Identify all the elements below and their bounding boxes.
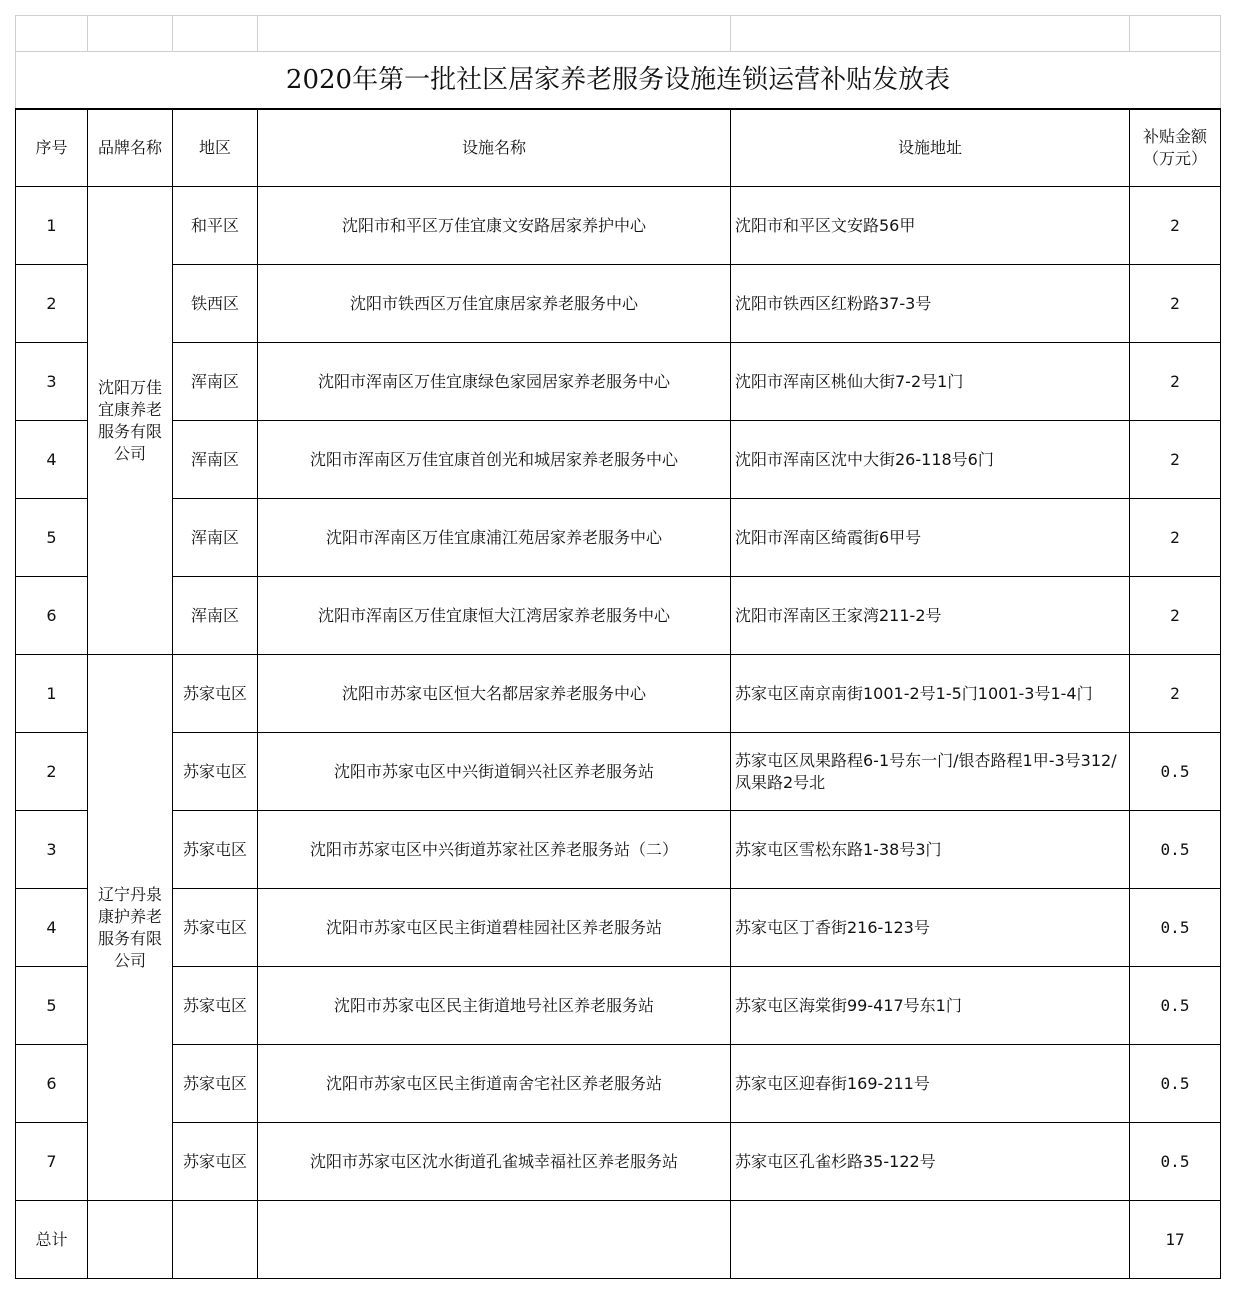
cell-brand: 沈阳万佳宜康养老服务有限公司 [88,187,173,655]
header-no: 序号 [16,109,88,187]
cell-no: 5 [16,967,88,1045]
cell-no: 7 [16,1123,88,1201]
cell-address: 沈阳市浑南区绮霞街6甲号 [731,499,1130,577]
empty-cell [173,16,258,52]
cell-facility: 沈阳市苏家屯区民主街道碧桂园社区养老服务站 [258,889,731,967]
empty-row [16,16,1221,52]
cell-district: 浑南区 [173,343,258,421]
total-amount: 17 [1130,1201,1221,1279]
cell-amount: 2 [1130,577,1221,655]
cell-facility: 沈阳市和平区万佳宜康文安路居家养护中心 [258,187,731,265]
cell-amount: 2 [1130,187,1221,265]
cell-facility: 沈阳市苏家屯区中兴街道铜兴社区养老服务站 [258,733,731,811]
cell-no: 3 [16,343,88,421]
cell-amount: 2 [1130,655,1221,733]
cell-district: 苏家屯区 [173,889,258,967]
cell-address: 苏家屯区迎春街169-211号 [731,1045,1130,1123]
cell-amount: 2 [1130,499,1221,577]
table-row [16,811,1221,889]
cell-facility: 沈阳市浑南区万佳宜康浦江苑居家养老服务中心 [258,499,731,577]
header-address: 设施地址 [731,109,1130,187]
cell-no: 6 [16,577,88,655]
total-row [16,1201,1221,1279]
total-empty-cell [173,1201,258,1279]
total-empty-cell [731,1201,1130,1279]
cell-district: 浑南区 [173,421,258,499]
total-label: 总计 [16,1201,88,1279]
cell-amount: 0.5 [1130,811,1221,889]
cell-address: 沈阳市和平区文安路56甲 [731,187,1130,265]
cell-district: 浑南区 [173,499,258,577]
cell-amount: 0.5 [1130,1123,1221,1201]
cell-amount: 0.5 [1130,889,1221,967]
header-subsidy-line2: （万元） [1142,149,1207,168]
header-brand: 品牌名称 [88,109,173,187]
cell-facility: 沈阳市铁西区万佳宜康居家养老服务中心 [258,265,731,343]
table-row [16,265,1221,343]
empty-cell [258,16,731,52]
cell-no: 4 [16,421,88,499]
cell-district: 苏家屯区 [173,967,258,1045]
table-row [16,421,1221,499]
cell-address: 沈阳市浑南区桃仙大街7-2号1门 [731,343,1130,421]
cell-no: 6 [16,1045,88,1123]
cell-district: 铁西区 [173,265,258,343]
title-row [16,52,1221,110]
cell-district: 苏家屯区 [173,1123,258,1201]
cell-no: 1 [16,655,88,733]
cell-address: 苏家屯区南京南街1001-2号1-5门1001-3号1-4门 [731,655,1130,733]
empty-cell [88,16,173,52]
cell-address: 苏家屯区丁香街216-123号 [731,889,1130,967]
empty-cell [16,16,88,52]
table-row [16,967,1221,1045]
cell-district: 苏家屯区 [173,733,258,811]
total-empty-cell [258,1201,731,1279]
cell-facility: 沈阳市浑南区万佳宜康绿色家园居家养老服务中心 [258,343,731,421]
empty-cell [1130,16,1221,52]
cell-address: 沈阳市浑南区沈中大街26-118号6门 [731,421,1130,499]
table-row [16,655,1221,733]
cell-amount: 0.5 [1130,967,1221,1045]
table-row [16,187,1221,265]
cell-facility: 沈阳市苏家屯区沈水街道孔雀城幸福社区养老服务站 [258,1123,731,1201]
cell-no: 1 [16,187,88,265]
cell-address: 苏家屯区孔雀杉路35-122号 [731,1123,1130,1201]
header-subsidy-line1: 补贴金额 [1142,127,1207,146]
cell-no: 4 [16,889,88,967]
cell-address: 沈阳市铁西区红粉路37-3号 [731,265,1130,343]
cell-district: 苏家屯区 [173,1045,258,1123]
table-row [16,343,1221,421]
table-title: 2020年第一批社区居家养老服务设施连锁运营补贴发放表 [16,52,1221,110]
cell-brand: 辽宁丹泉康护养老服务有限公司 [88,655,173,1201]
cell-amount: 2 [1130,421,1221,499]
cell-facility: 沈阳市苏家屯区恒大名都居家养老服务中心 [258,655,731,733]
header-district: 地区 [173,109,258,187]
cell-address: 苏家屯区海棠街99-417号东1门 [731,967,1130,1045]
table-row [16,577,1221,655]
subsidy-table [15,15,1221,1279]
header-facility: 设施名称 [258,109,731,187]
header-subsidy [1130,109,1221,187]
header-row [16,109,1221,187]
cell-no: 5 [16,499,88,577]
table-row [16,733,1221,811]
cell-district: 浑南区 [173,577,258,655]
cell-facility: 沈阳市苏家屯区中兴街道苏家社区养老服务站（二） [258,811,731,889]
cell-address: 苏家屯区凤果路程6-1号东一门/银杏路程1甲-3号312/凤果路2号北 [731,733,1130,811]
table-row [16,499,1221,577]
cell-facility: 沈阳市苏家屯区民主街道南舍宅社区养老服务站 [258,1045,731,1123]
cell-address: 苏家屯区雪松东路1-38号3门 [731,811,1130,889]
cell-no: 2 [16,265,88,343]
total-empty-cell [88,1201,173,1279]
cell-amount: 2 [1130,343,1221,421]
cell-district: 苏家屯区 [173,655,258,733]
table-row [16,889,1221,967]
empty-cell [731,16,1130,52]
cell-amount: 0.5 [1130,1045,1221,1123]
cell-address: 沈阳市浑南区王家湾211-2号 [731,577,1130,655]
cell-district: 和平区 [173,187,258,265]
cell-amount: 2 [1130,265,1221,343]
cell-district: 苏家屯区 [173,811,258,889]
cell-facility: 沈阳市浑南区万佳宜康首创光和城居家养老服务中心 [258,421,731,499]
cell-no: 2 [16,733,88,811]
table-row [16,1123,1221,1201]
table-row [16,1045,1221,1123]
cell-no: 3 [16,811,88,889]
cell-facility: 沈阳市浑南区万佳宜康恒大江湾居家养老服务中心 [258,577,731,655]
cell-facility: 沈阳市苏家屯区民主街道地号社区养老服务站 [258,967,731,1045]
cell-amount: 0.5 [1130,733,1221,811]
